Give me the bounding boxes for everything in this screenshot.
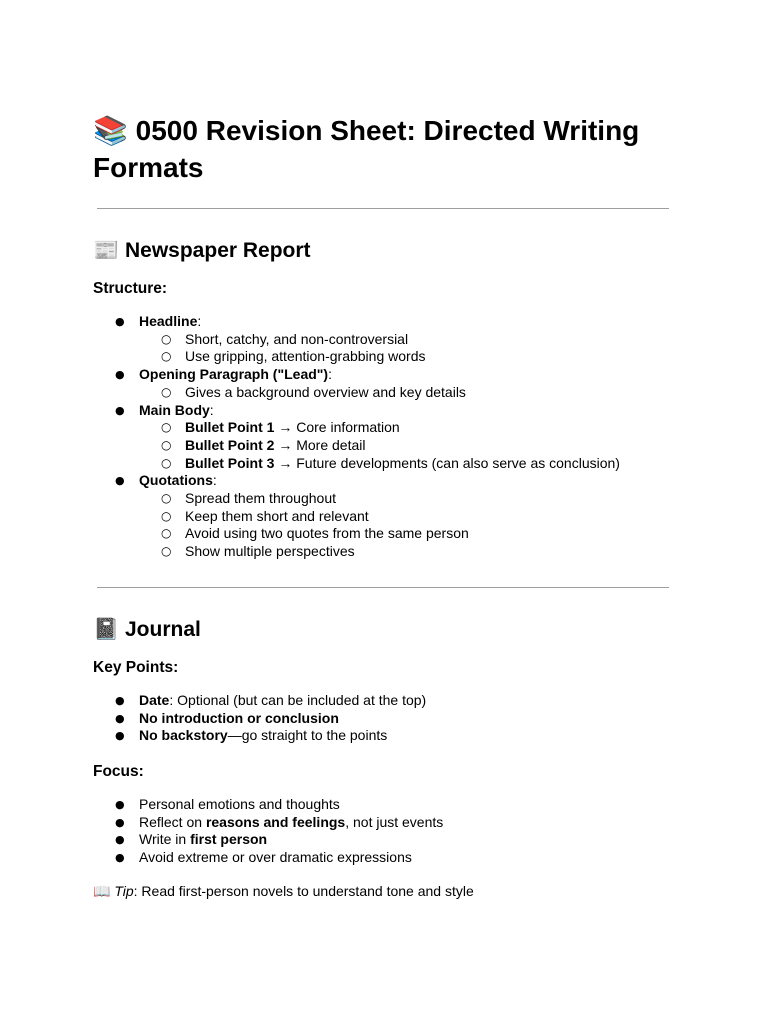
list-item-bold: reasons and feelings bbox=[205, 813, 346, 830]
journal-focus-list bbox=[93, 796, 683, 867]
list-item-label: Headline bbox=[139, 313, 198, 329]
list-item bbox=[93, 814, 683, 832]
section-heading-text: Journal bbox=[125, 617, 201, 641]
document-content bbox=[93, 112, 683, 901]
list-item-label: Opening Paragraph ("Lead") bbox=[139, 366, 329, 383]
list-item-suffix: : bbox=[212, 472, 217, 489]
list-item-bold: No backstory bbox=[139, 727, 228, 744]
divider bbox=[97, 208, 669, 209]
sub-list-item bbox=[139, 419, 683, 437]
list-item-text: Personal emotions and thoughts bbox=[139, 795, 340, 812]
list-item-suffix: : bbox=[209, 401, 214, 418]
list-item-text: Reflect on bbox=[139, 813, 206, 830]
sub-list-item: ○ Short, catchy, and non-controversial bbox=[139, 331, 683, 349]
sub-list-item: ○ Keep them short and relevant bbox=[139, 508, 683, 526]
sub-list bbox=[139, 419, 683, 472]
sub-list-item-bold: Bullet Point 1 bbox=[185, 419, 275, 436]
tip-note bbox=[93, 882, 683, 901]
list-item-bold: first person bbox=[190, 831, 268, 848]
list-item-label: Main Body bbox=[139, 401, 210, 418]
sub-list-item: ○ Use gripping, attention-grabbing words bbox=[139, 348, 683, 366]
sub-list bbox=[139, 490, 683, 561]
sub-list-item bbox=[139, 437, 683, 455]
list-item-text: Write in bbox=[139, 831, 191, 848]
newspaper-icon: 📰 bbox=[93, 238, 120, 262]
divider bbox=[97, 587, 669, 588]
journal-key-points-list bbox=[93, 692, 683, 745]
tip-text: : Read first-person novels to understand tone and style bbox=[133, 882, 474, 899]
sub-list bbox=[139, 384, 683, 402]
sub-list-item-text: → Future developments (can also serve as conclusion) bbox=[274, 454, 620, 471]
page-title-text: 0500 Revision Sheet: Directed Writing Formats bbox=[93, 115, 640, 183]
notebook-icon: 📓 bbox=[93, 616, 120, 641]
list-item-text: Avoid extreme or over dramatic expressions bbox=[139, 849, 412, 866]
sub-list-item bbox=[139, 455, 683, 473]
list-item-text: —go straight to the points bbox=[227, 727, 388, 744]
sub-list-item: ○ Show multiple perspectives bbox=[139, 543, 683, 561]
list-item bbox=[93, 710, 683, 728]
structure-label: Structure: bbox=[93, 280, 168, 297]
list-item-text: : Optional (but can be included at the top) bbox=[169, 691, 427, 708]
page-title bbox=[93, 112, 683, 186]
books-icon: 📚 bbox=[93, 114, 128, 147]
newspaper-structure-list bbox=[93, 313, 683, 561]
list-item bbox=[93, 402, 683, 473]
list-item-bold: Date bbox=[139, 691, 170, 708]
open-book-icon: 📖 bbox=[93, 883, 111, 900]
list-item-text: , not just events bbox=[345, 813, 444, 830]
section-heading-journal bbox=[93, 616, 683, 643]
sub-list-item: ○ Avoid using two quotes from the same person bbox=[139, 525, 683, 543]
list-item bbox=[93, 313, 683, 366]
list-item-bold: No introduction or conclusion bbox=[139, 709, 339, 726]
list-item bbox=[93, 692, 683, 710]
list-item-label: Quotations bbox=[139, 472, 213, 489]
section-heading-newspaper bbox=[93, 237, 683, 264]
tip-label: Tip bbox=[114, 882, 134, 899]
list-item bbox=[93, 796, 683, 814]
list-item bbox=[93, 472, 683, 561]
list-item bbox=[93, 831, 683, 849]
sub-list-item-text: → More detail bbox=[274, 436, 366, 453]
key-points-label: Key Points: bbox=[93, 658, 179, 676]
list-item bbox=[93, 727, 683, 745]
list-item bbox=[93, 366, 683, 401]
sub-list bbox=[139, 331, 683, 366]
section-heading-text: Newspaper Report bbox=[125, 239, 311, 262]
sub-list-item-bold: Bullet Point 2 bbox=[185, 436, 275, 453]
sub-list-item-bold: Bullet Point 3 bbox=[185, 454, 275, 471]
list-item-suffix: : bbox=[197, 313, 202, 329]
sub-list-item-text: → Core information bbox=[274, 419, 400, 436]
sub-list-item: ○ Gives a background overview and key details bbox=[139, 384, 683, 402]
focus-label: Focus: bbox=[93, 762, 144, 780]
sub-list-item: ○ Spread them throughout bbox=[139, 490, 683, 508]
list-item bbox=[93, 849, 683, 867]
list-item-suffix: : bbox=[328, 366, 332, 383]
